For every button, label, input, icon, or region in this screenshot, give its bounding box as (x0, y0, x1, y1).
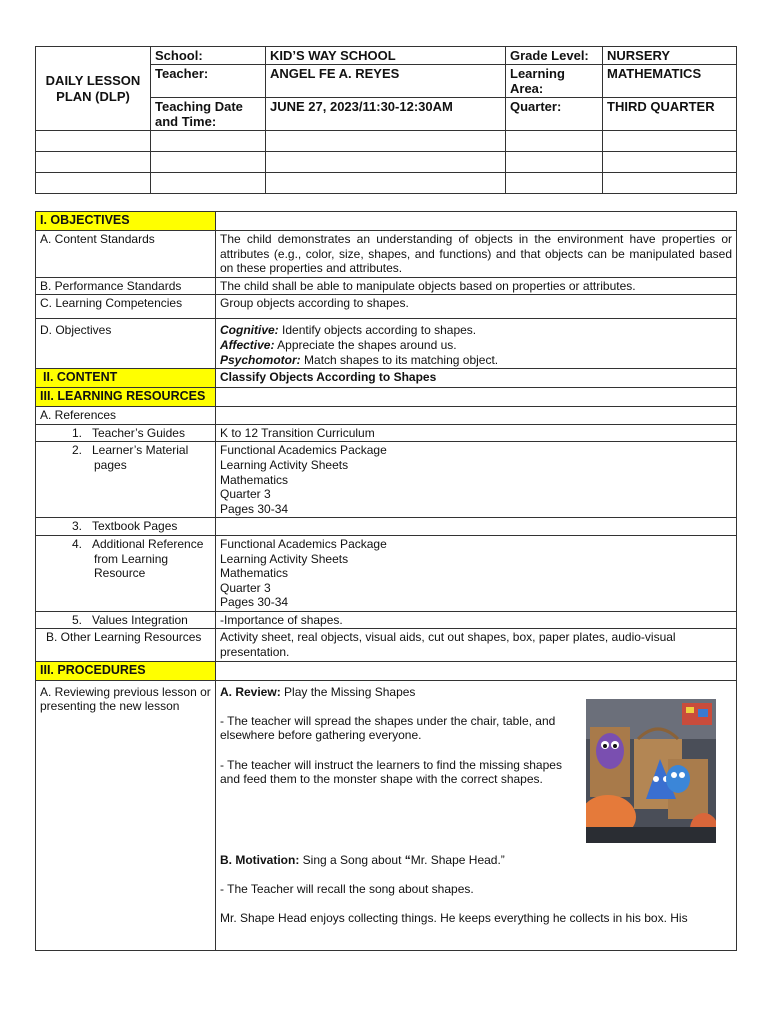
date-value: JUNE 27, 2023/11:30-12:30AM (266, 98, 506, 131)
performance-standards-text: The child shall be able to manipulate objects based on properties or attributes. (216, 277, 737, 295)
empty-row (36, 131, 737, 152)
review-paragraph: - The teacher will instruct the learners to find the missing shapes and feed them to the monster shape with the correct shapes. (220, 757, 562, 787)
classroom-photo-illustration (586, 699, 716, 843)
procedures-heading: III. PROCEDURES (36, 661, 216, 680)
motivation-label: B. Motivation: (220, 852, 300, 867)
empty-row (36, 173, 737, 194)
content-standards-text: The child demonstrates an understanding of objects in the environment have properties or attributes (e.g., color, size, shapes, and functions) and that objects can be manipulated based on these properties and attributes. (216, 231, 737, 278)
teacher-label: Teacher: (151, 65, 266, 98)
resources-heading: III. LEARNING RESOURCES (36, 388, 216, 407)
cognitive-text: Identify objects according to shapes. (278, 323, 477, 338)
area-value: MATHEMATICS (603, 65, 737, 98)
dlp-title: DAILY LESSON PLAN (DLP) (36, 47, 151, 131)
school-value: KID’S WAY SCHOOL (266, 47, 506, 65)
reference-item-text: -Importance of shapes. (216, 611, 737, 629)
references-label: A. References (36, 407, 216, 425)
classroom-photo (586, 699, 716, 843)
other-resources-label: B. Other Learning Resources (36, 629, 216, 661)
area-label: Learning Area: (506, 65, 603, 98)
motivation-paragraph: Mr. Shape Head enjoys collecting things. He keeps everything he collects in his box. His (220, 911, 688, 926)
school-label: School: (151, 47, 266, 65)
psychomotor-text: Match shapes to its matching object. (300, 352, 499, 367)
reference-item-label: 4. Additional Reference from Learning Resource (36, 535, 216, 611)
reference-item-text: Functional Academics Package Learning Activity Sheets Mathematics Quarter 3 Pages 30-34 (216, 442, 737, 518)
affective-label: Affective: (220, 337, 275, 352)
reference-item-text: Functional Academics Package Learning Activity Sheets Mathematics Quarter 3 Pages 30-34 (216, 535, 737, 611)
performance-standards-label: B. Performance Standards (36, 277, 216, 295)
motivation-title-post: Mr. Shape Head.” (410, 852, 505, 867)
teacher-value: ANGEL FE A. REYES (266, 65, 506, 98)
objectives-heading: I. OBJECTIVES (36, 212, 216, 231)
other-resources-text: Activity sheet, real objects, visual aids, cut out shapes, box, paper plates, audio-visual presentation. (216, 629, 737, 661)
grade-label: Grade Level: (506, 47, 603, 65)
empty-row (36, 152, 737, 173)
review-paragraph: - The teacher will spread the shapes under the chair, table, and elsewhere before gathering everyone. (220, 713, 556, 743)
motivation-quote: “ (404, 852, 411, 867)
date-label: Teaching Date and Time: (151, 98, 266, 131)
objectives-list (216, 319, 737, 369)
header-table (35, 46, 737, 194)
objectives-label: D. Objectives (36, 319, 216, 369)
motivation-title-pre: Sing a Song about (299, 852, 405, 867)
procedure-a-content (216, 680, 737, 950)
cognitive-label: Cognitive: (220, 323, 279, 338)
reference-item-label: 5. Values Integration (36, 611, 216, 629)
reference-item-label: 2. Learner’s Material pages (36, 442, 216, 518)
grade-value: NURSERY (603, 47, 737, 65)
content-text: Classify Objects According to Shapes (216, 369, 737, 388)
review-title: Play the Missing Shapes (280, 684, 416, 699)
psychomotor-label: Psychomotor: (220, 352, 301, 367)
review-label: A. Review: (220, 684, 281, 699)
competencies-label: C. Learning Competencies (36, 295, 216, 319)
lesson-plan-table (35, 211, 737, 951)
motivation-paragraph: - The Teacher will recall the song about shapes. (220, 881, 474, 896)
quarter-label: Quarter: (506, 98, 603, 131)
affective-text: Appreciate the shapes around us. (274, 337, 457, 352)
reference-item-label: 1. Teacher’s Guides (36, 424, 216, 442)
content-standards-label: A. Content Standards (36, 231, 216, 278)
competencies-text: Group objects according to shapes. (216, 295, 737, 319)
quarter-value: THIRD QUARTER (603, 98, 737, 131)
reference-item-text: K to 12 Transition Curriculum (216, 424, 737, 442)
reference-item-label: 3. Textbook Pages (36, 518, 216, 536)
content-heading: II. CONTENT (36, 369, 216, 388)
procedure-a-label: A. Reviewing previous lesson or presenting the new lesson (36, 680, 216, 950)
